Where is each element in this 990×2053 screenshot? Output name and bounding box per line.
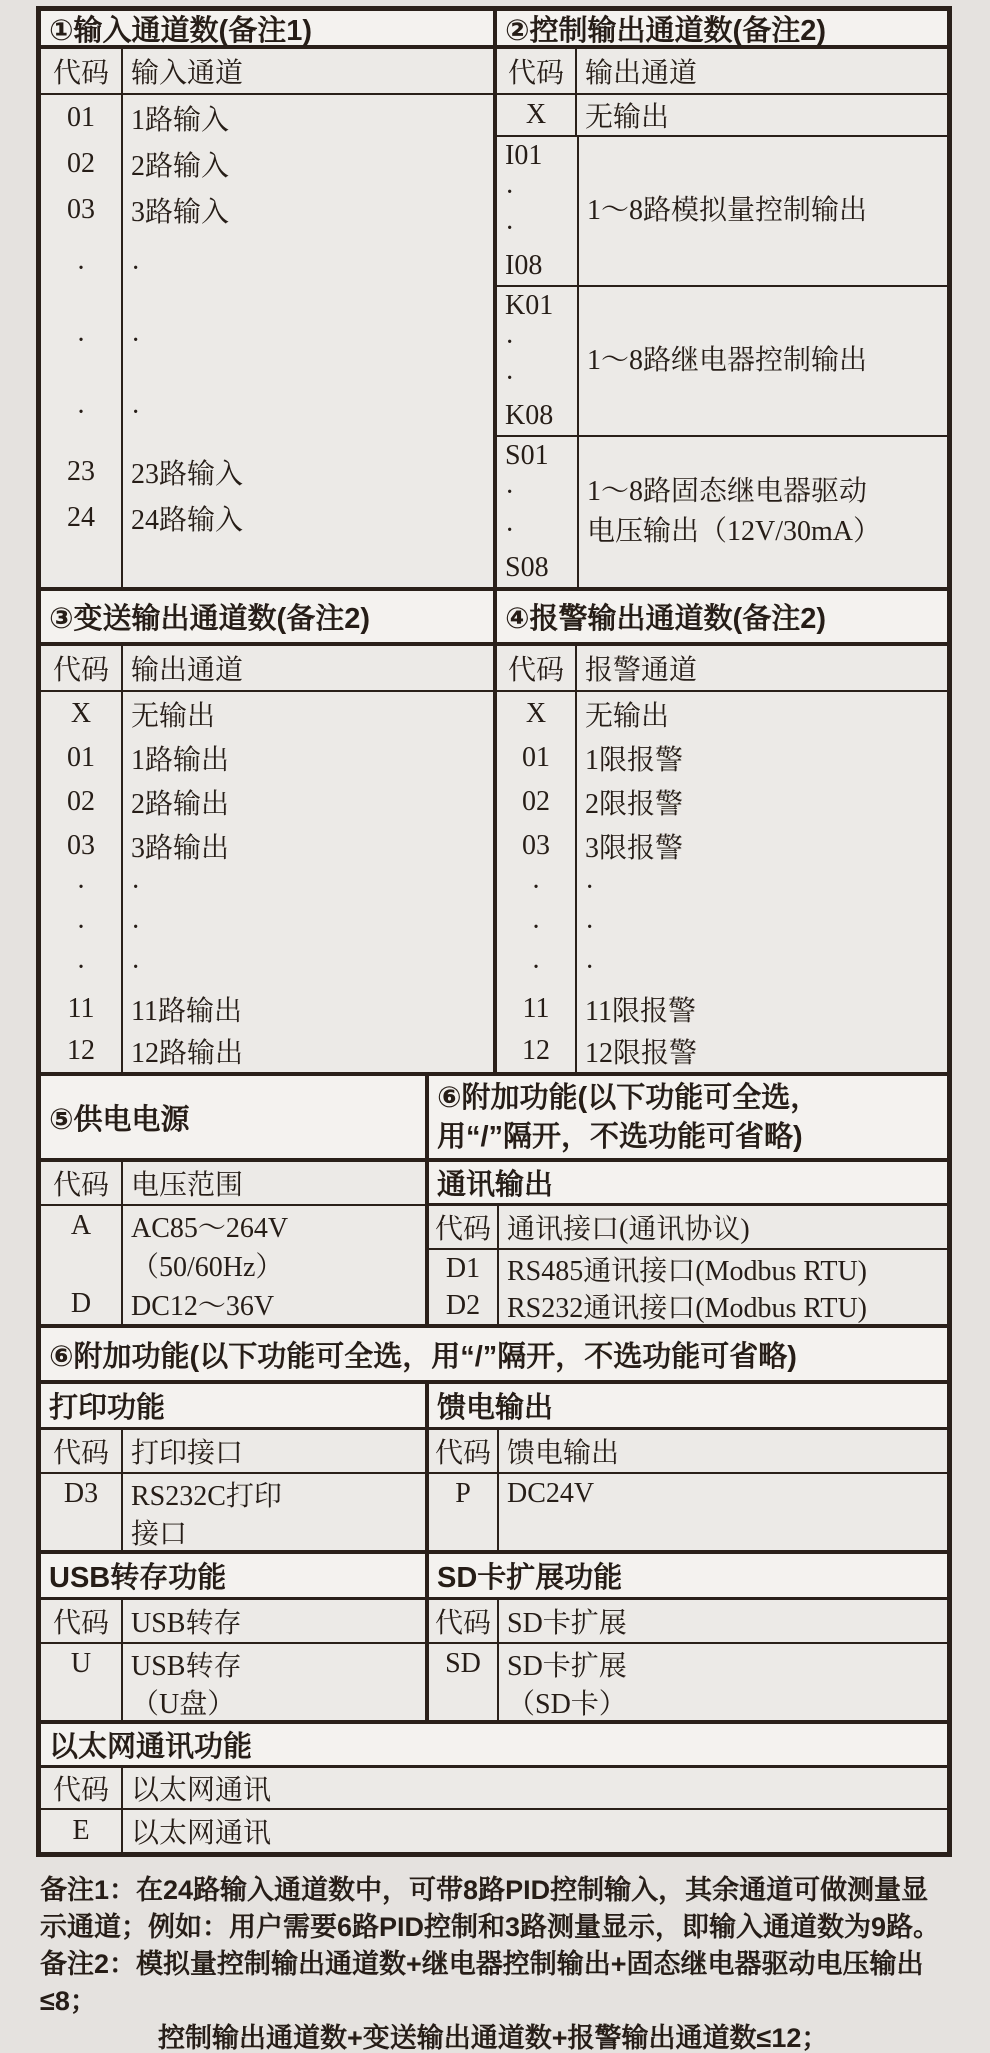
desc-header: SD卡扩展 — [507, 1608, 627, 1639]
ellipsis-dot: · — [76, 952, 86, 983]
code-cell: K08 — [505, 399, 554, 431]
block-desc — [579, 437, 947, 587]
desc-header: 打印接口 — [131, 1438, 244, 1469]
section6-title-line1: ⑥附加功能(以下功能可全选， — [437, 1082, 820, 1114]
desc-cell: 3路输出 — [131, 833, 230, 864]
ellipsis-dot: · — [131, 253, 141, 284]
desc-header: 以太网通讯 — [131, 1775, 272, 1806]
section-ethernet — [41, 1724, 947, 1852]
section4-body — [497, 692, 947, 1072]
desc-cell: （50/60Hz） — [131, 1252, 284, 1283]
desc-header: 输入通道 — [131, 58, 244, 89]
desc-cell: USB转存 — [131, 1651, 242, 1682]
section4-column-header — [497, 646, 947, 692]
note2-line1: 备注2：模拟量控制输出通道数+继电器控制输出+固态继电器驱动电压输出≤8； — [40, 1949, 924, 2016]
ellipsis-dot: · — [585, 912, 595, 943]
footnotes — [40, 1872, 956, 2053]
ssr-output-block — [497, 437, 947, 587]
desc-header: 报警通道 — [585, 655, 698, 686]
print-body — [41, 1474, 425, 1550]
print-column-header — [41, 1430, 425, 1474]
desc-cell: （U盘） — [131, 1689, 236, 1720]
code-cell: 02 — [522, 786, 550, 817]
desc-cell: 3限报警 — [585, 833, 684, 864]
block-desc — [579, 287, 947, 435]
desc-line: 1～8路模拟量控制输出 — [587, 195, 868, 226]
band-transmit-and-alarm-output — [41, 591, 947, 1076]
section-control-output-channels — [497, 11, 947, 587]
desc-header: USB转存 — [131, 1608, 242, 1639]
section-usb-function — [41, 1554, 429, 1720]
section4-desc-column — [577, 692, 947, 1072]
band-ethernet — [41, 1724, 947, 1852]
desc-line: 电压输出（12V/30mA） — [587, 516, 882, 547]
section1-column-header — [41, 49, 493, 95]
ellipsis-dot: · — [505, 514, 515, 546]
ellipsis-dot: · — [131, 872, 141, 903]
usb-code-column — [41, 1644, 123, 1720]
block-codes — [497, 287, 579, 435]
ethernet-code-column — [41, 1810, 123, 1852]
code-header: 代码 — [41, 1162, 123, 1204]
comm-body — [429, 1250, 947, 1324]
block-desc — [579, 137, 947, 285]
code-header: 代码 — [429, 1206, 499, 1248]
desc-cell: 1路输入 — [131, 105, 230, 136]
code-cell: P — [455, 1478, 471, 1509]
code-cell: 11 — [522, 993, 550, 1024]
section4-code-column — [497, 692, 577, 1072]
desc-line: 1～8路固态继电器驱动 — [587, 476, 868, 507]
code-header: 代码 — [41, 1600, 123, 1642]
code-cell: D3 — [63, 1478, 99, 1509]
feed-body — [429, 1474, 947, 1550]
section-addon-comm — [429, 1076, 947, 1324]
ellipsis-dot: · — [76, 872, 86, 903]
code-cell: 12 — [67, 1035, 95, 1066]
code-cell: 02 — [67, 148, 95, 179]
section-input-channels — [41, 11, 497, 587]
band-usb-and-sd — [41, 1554, 947, 1724]
code-cell: 03 — [522, 830, 550, 861]
desc-cell: 12路输出 — [131, 1038, 244, 1069]
section1-title: ①输入通道数(备注1) — [41, 11, 493, 49]
section5-body — [41, 1206, 425, 1324]
code-cell — [41, 1246, 121, 1284]
desc-cell: 无输出 — [585, 701, 670, 732]
section-sd-function — [429, 1554, 947, 1720]
desc-header: 输出通道 — [131, 655, 244, 686]
usb-column-header — [41, 1600, 425, 1644]
code-cell: X — [525, 698, 547, 729]
desc-cell: 2路输出 — [131, 789, 230, 820]
ellipsis-dot: · — [76, 253, 86, 284]
desc-cell: 以太网通讯 — [131, 1818, 272, 1849]
code-cell: I01 — [505, 140, 543, 171]
section6-title — [429, 1076, 947, 1162]
section1-code-column — [41, 95, 123, 587]
code-cell: D — [70, 1288, 92, 1319]
sd-code-column — [429, 1644, 499, 1720]
code-cell: U — [70, 1648, 92, 1679]
ellipsis-dot: · — [505, 477, 515, 509]
desc-cell: RS485通讯接口(Modbus RTU) — [507, 1255, 868, 1287]
ethernet-column-header — [41, 1768, 947, 1810]
section2-column-header — [497, 49, 947, 95]
section3-body — [41, 692, 493, 1072]
code-cell: K01 — [505, 290, 554, 321]
ellipsis-dot: · — [131, 325, 141, 356]
section-print-function — [41, 1384, 429, 1550]
sd-desc-column — [499, 1644, 947, 1720]
desc-cell: 3路输入 — [131, 197, 230, 228]
desc-cell: 11路输出 — [131, 996, 242, 1027]
code-header: 代码 — [41, 646, 123, 690]
ellipsis-dot: · — [505, 326, 515, 358]
print-code-column — [41, 1474, 123, 1550]
ellipsis-dot: · — [531, 872, 541, 903]
code-cell: X — [70, 698, 92, 729]
desc-cell: DC24V — [507, 1478, 595, 1509]
code-header: 代码 — [41, 1768, 123, 1808]
code-header: 代码 — [429, 1430, 499, 1472]
usb-desc-column — [123, 1644, 425, 1720]
desc-cell: 1路输出 — [131, 745, 230, 776]
section-alarm-output-channels — [497, 591, 947, 1072]
desc-cell: 无输出 — [131, 701, 216, 732]
feed-header: 馈电输出 — [429, 1384, 947, 1430]
code-cell: 23 — [67, 456, 95, 487]
code-cell: 01 — [522, 742, 550, 773]
note1-line2: 示通道；例如：用户需要6路PID控制和3路测量显示，即输入通道数为9路。 — [40, 1912, 941, 1942]
ellipsis-dot: · — [505, 213, 515, 245]
ethernet-desc-column — [123, 1810, 947, 1852]
note1-line1: 备注1：在24路输入通道数中，可带8路PID控制输入，其余通道可做测量显 — [40, 1875, 929, 1905]
feed-code-column — [429, 1474, 499, 1550]
print-header: 打印功能 — [41, 1384, 425, 1430]
section3-column-header — [41, 646, 493, 692]
desc-cell: 23路输入 — [131, 459, 244, 490]
comm-output-header: 通讯输出 — [429, 1162, 947, 1206]
ellipsis-dot: · — [76, 325, 86, 356]
section3-code-column — [41, 692, 123, 1072]
note2-line2: 控制输出通道数+变送输出通道数+报警输出通道数≤12； — [158, 2023, 829, 2053]
desc-cell: AC85～264V — [131, 1213, 289, 1244]
analog-output-block — [497, 137, 947, 287]
code-cell: 24 — [67, 502, 95, 533]
sd-body — [429, 1644, 947, 1720]
section1-desc-column — [123, 95, 493, 587]
code-cell: I08 — [505, 249, 543, 281]
sd-column-header — [429, 1600, 947, 1644]
desc-header: 输出通道 — [585, 58, 698, 89]
ordering-table — [36, 6, 952, 1857]
band-input-and-control-output — [41, 11, 947, 591]
code-cell: D1 — [445, 1252, 481, 1284]
code-cell: 11 — [67, 993, 95, 1024]
section6-full-title: ⑥附加功能(以下功能可全选，用“/”隔开，不选功能可省略) — [41, 1328, 947, 1380]
comm-column-header — [429, 1206, 947, 1250]
section4-title: ④报警输出通道数(备注2) — [497, 591, 947, 646]
comm-desc-column — [499, 1250, 947, 1324]
code-cell: SD — [445, 1648, 481, 1679]
feed-desc-column — [499, 1474, 947, 1550]
sd-header: SD卡扩展功能 — [429, 1554, 947, 1600]
code-cell: D2 — [445, 1289, 481, 1321]
code-header: 代码 — [497, 646, 577, 690]
desc-cell: 2路输入 — [131, 151, 230, 182]
section2-title: ②控制输出通道数(备注2) — [497, 11, 947, 49]
section-power-supply — [41, 1076, 429, 1324]
feed-column-header — [429, 1430, 947, 1474]
code-cell: 12 — [522, 1035, 550, 1066]
desc-cell: SD卡扩展 — [507, 1651, 627, 1682]
ellipsis-dot: · — [531, 952, 541, 983]
code-cell: 01 — [67, 102, 95, 133]
desc-cell: 24路输入 — [131, 505, 244, 536]
print-desc-column — [123, 1474, 425, 1550]
desc-cell: 接口 — [131, 1519, 188, 1550]
ellipsis-dot: · — [131, 952, 141, 983]
code-cell: S01 — [505, 440, 549, 471]
desc-cell: RS232C打印 — [131, 1481, 282, 1512]
code-cell: X — [497, 95, 577, 135]
ellipsis-dot: · — [76, 397, 86, 428]
code-header: 代码 — [41, 49, 123, 93]
ethernet-header: 以太网通讯功能 — [41, 1724, 947, 1768]
code-cell: 02 — [67, 786, 95, 817]
ethernet-body — [41, 1810, 947, 1852]
section5-desc-column — [123, 1206, 425, 1324]
ellipsis-dot: · — [131, 912, 141, 943]
section3-title: ③变送输出通道数(备注2) — [41, 591, 493, 646]
usb-body — [41, 1644, 425, 1720]
block-codes — [497, 137, 579, 285]
code-header: 代码 — [429, 1600, 499, 1642]
ellipsis-dot: · — [505, 176, 515, 208]
ellipsis-dot: · — [585, 872, 595, 903]
desc-header: 通讯接口(通讯协议) — [507, 1214, 750, 1245]
code-header: 代码 — [497, 49, 577, 93]
code-header: 代码 — [41, 1430, 123, 1472]
section-feed-output — [429, 1384, 947, 1550]
band-power-and-comm — [41, 1076, 947, 1328]
ellipsis-dot: · — [505, 363, 515, 395]
section-transmit-output-channels — [41, 591, 497, 1072]
relay-output-block — [497, 287, 947, 437]
desc-cell: RS232通讯接口(Modbus RTU) — [507, 1292, 868, 1324]
section5-title: ⑤供电电源 — [41, 1076, 425, 1162]
band-print-and-feed — [41, 1384, 947, 1554]
ellipsis-dot: · — [131, 397, 141, 428]
no-output-row — [497, 95, 947, 137]
ellipsis-dot: · — [531, 912, 541, 943]
section3-desc-column — [123, 692, 493, 1072]
code-cell: 03 — [67, 830, 95, 861]
section1-body — [41, 95, 493, 587]
desc-header: 电压范围 — [131, 1170, 244, 1201]
desc-cell: 12限报警 — [585, 1038, 698, 1069]
ellipsis-dot: · — [76, 912, 86, 943]
code-cell: 01 — [67, 742, 95, 773]
usb-header: USB转存功能 — [41, 1554, 425, 1600]
section5-code-column — [41, 1206, 123, 1324]
desc-cell: 无输出 — [585, 102, 670, 133]
band-addon-header — [41, 1328, 947, 1384]
desc-cell: 1限报警 — [585, 745, 684, 776]
code-cell: A — [70, 1210, 92, 1241]
desc-cell: （SD卡） — [507, 1689, 627, 1720]
code-cell: E — [72, 1815, 90, 1846]
code-cell: S08 — [505, 551, 549, 583]
code-cell: 03 — [67, 194, 95, 225]
desc-cell: 2限报警 — [585, 789, 684, 820]
section5-column-header — [41, 1162, 425, 1206]
block-codes — [497, 437, 579, 587]
comm-code-column — [429, 1250, 499, 1324]
desc-header: 馈电输出 — [507, 1438, 620, 1469]
section6-title-line2: 用“/”隔开，不选功能可省略) — [437, 1121, 803, 1153]
ellipsis-dot: · — [585, 952, 595, 983]
desc-cell: DC12～36V — [131, 1291, 275, 1322]
desc-cell: 11限报警 — [585, 996, 696, 1027]
desc-line: 1～8路继电器控制输出 — [587, 345, 868, 376]
